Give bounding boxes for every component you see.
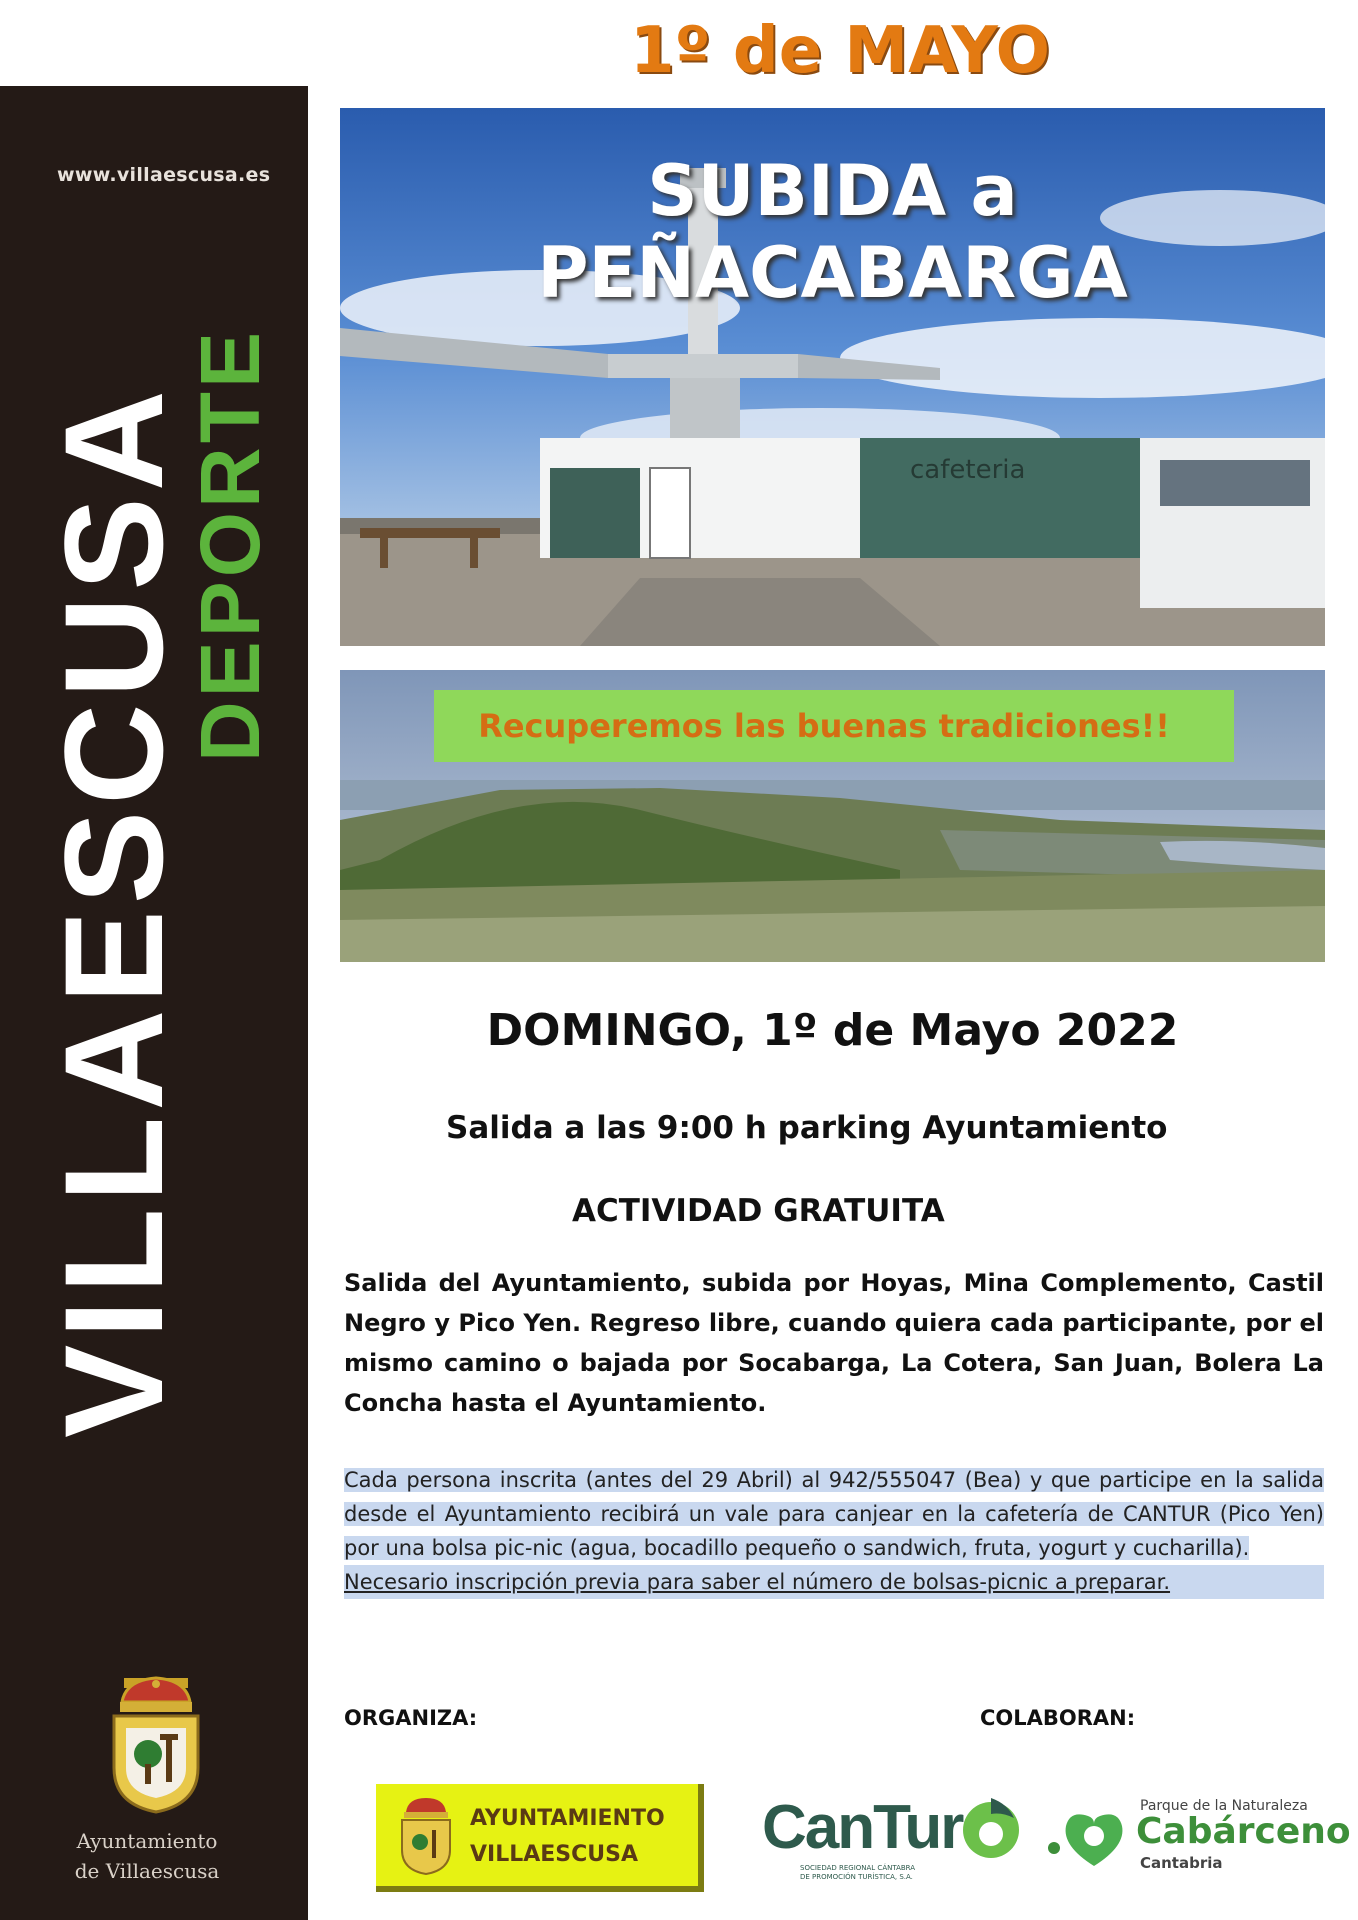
organizer-line-2: VILLAESCUSA [470, 1842, 639, 1867]
cabarceno-logo [1044, 1798, 1351, 1874]
registration-info [344, 1463, 1324, 1599]
organizer-logo [376, 1784, 704, 1892]
cantur-logo [762, 1790, 1024, 1880]
cafeteria-sign: cafeteria [910, 455, 1026, 485]
organizer-line-1: AYUNTAMIENTO [470, 1806, 665, 1831]
poster-date-title: 1º de MAYO [630, 14, 1050, 88]
cantur-sub-2: DE PROMOCIÓN TURÍSTICA, S.A. [800, 1873, 913, 1881]
cabarceno-tagline: Parque de la Naturaleza [1140, 1798, 1308, 1814]
slogan-banner [434, 690, 1234, 762]
route-description: Salida del Ayuntamiento, subida por Hoyas, Mina Complemento, Castil Negro y Pico Yen. Regreso libre, cuando quiera cada participante, por el mismo camino o bajada por Socabarga, La Cotera, San Juan, Bolera La Concha hasta el Ayuntamiento. [344, 1269, 1324, 1417]
cantur-name: CanTur [762, 1793, 963, 1862]
coat-of-arms-logo [104, 1676, 208, 1820]
cabarceno-region: Cantabria [1140, 1854, 1223, 1872]
municipality-caption [56, 1826, 238, 1886]
brand-deporte: DEPORTE [183, 327, 277, 762]
colaboran-label: COLABORAN: [980, 1706, 1136, 1730]
caption-line-1: Ayuntamiento [76, 1829, 218, 1853]
cabarceno-heart-icon [1044, 1804, 1132, 1870]
slogan-text: Recuperemos las buenas tradiciones!! [478, 707, 1170, 745]
price-info: ACTIVIDAD GRATUITA [572, 1193, 945, 1229]
departure-info: Salida a las 9:00 h parking Ayuntamiento [446, 1110, 1168, 1146]
registration-note: Necesario inscripción previa para saber el número de bolsas-picnic a preparar. [344, 1565, 1324, 1599]
event-title: SUBIDA a PEÑACABARGA [537, 150, 1128, 314]
brand-villaescusa: VILLAESCUSA [35, 384, 192, 1438]
registration-text: Cada persona inscrita (antes del 29 Abril) al 942/555047 (Bea) y que participe en la salida desde el Ayuntamiento recibirá un vale para canjear en la cafetería de CANTUR (Pico Yen) por una bolsa pic-nic (agua, bocadillo pequeño o sandwich, fruta, yogurt y cucharilla). [344, 1468, 1324, 1560]
cabarceno-name: Cabárceno [1136, 1811, 1351, 1852]
organizer-crest-icon [396, 1798, 456, 1876]
website-url[interactable]: www.villaescusa.es [57, 164, 271, 186]
cantur-leaf-icon [958, 1794, 1024, 1864]
caption-line-2: de Villaescusa [74, 1859, 220, 1883]
cantur-subtitle [800, 1864, 915, 1882]
organiza-label: ORGANIZA: [344, 1706, 478, 1730]
cantur-sub-1: SOCIEDAD REGIONAL CÁNTABRA [800, 1864, 916, 1872]
event-date: DOMINGO, 1º de Mayo 2022 [486, 1005, 1179, 1056]
